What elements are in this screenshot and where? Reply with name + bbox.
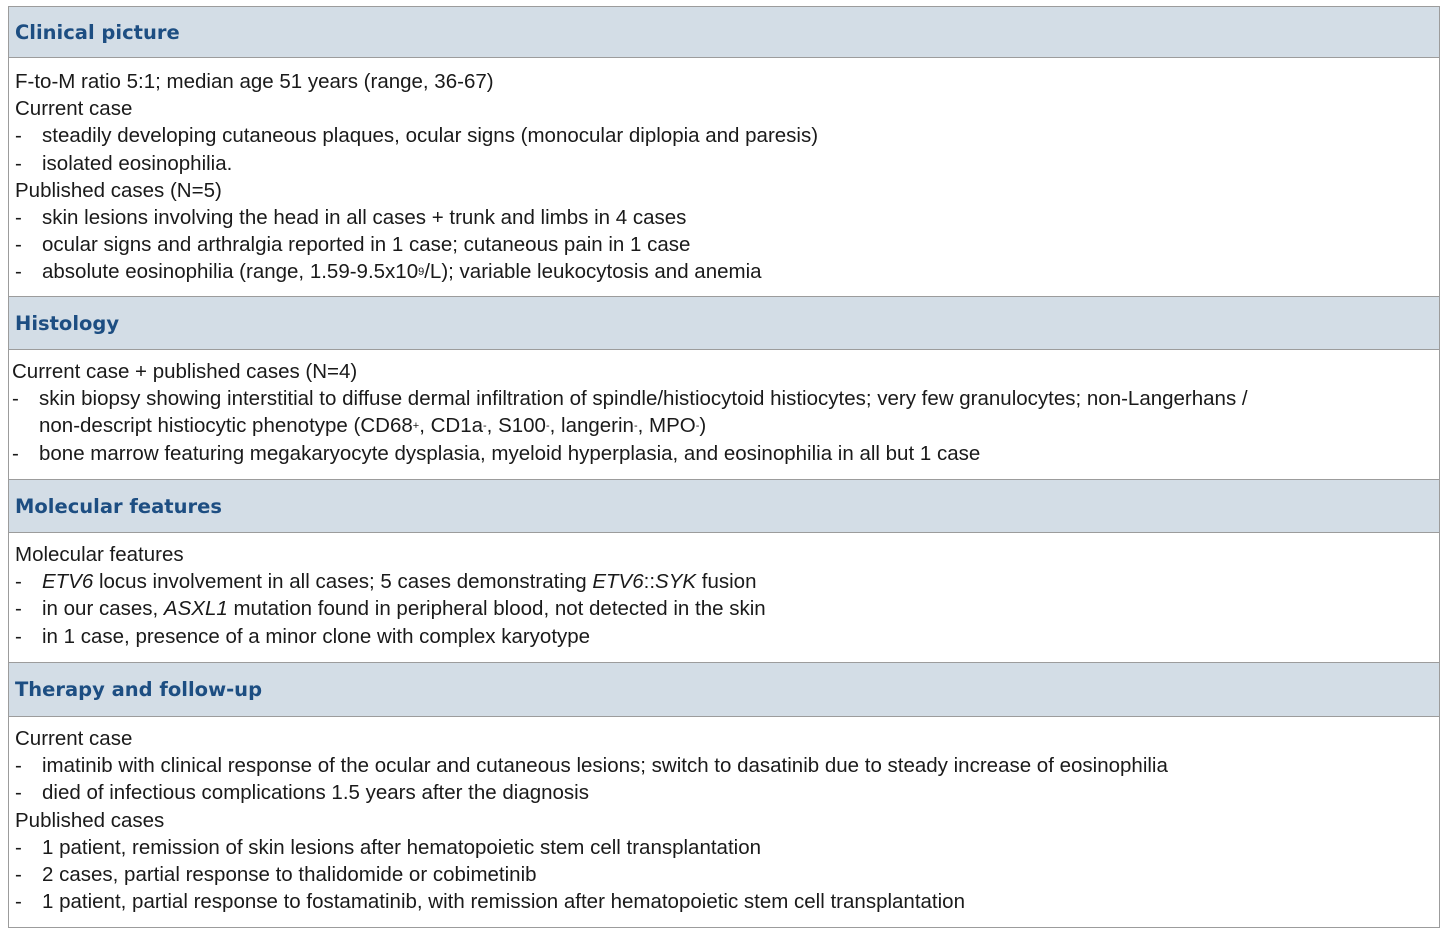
list-item: - skin biopsy showing interstitial to diffuse dermal infiltration of spindle/histiocytoid histiocytes; very few granulocytes; non-Langerhans / (12, 387, 1248, 411)
section-clinical-picture (9, 7, 1439, 297)
therapy-published-label: Published cases (15, 808, 165, 832)
section-body-molecular-features (9, 533, 1439, 650)
section-header-therapy-follow-up: Therapy and follow-up (9, 663, 1439, 717)
list-item: - isolated eosinophilia. (15, 151, 233, 175)
list-item: - in 1 case, presence of a minor clone with complex karyotype (15, 624, 591, 648)
list-item: - 2 cases, partial response to thalidomide or cobimetinib (15, 862, 537, 886)
list-item: - died of infectious complications 1.5 years after the diagnosis (15, 781, 589, 805)
molecular-intro: Molecular features (15, 543, 184, 566)
histology-intro: Current case + published cases (N=4) (12, 360, 358, 383)
section-therapy-follow-up (9, 663, 1439, 927)
therapy-current-label: Current case (15, 727, 133, 750)
clinical-current-label: Current case (15, 97, 133, 121)
section-header-molecular-features: Molecular features (9, 480, 1439, 533)
clinical-intro: F-to-M ratio 5:1; median age 51 years (range, 36-67) (15, 70, 494, 93)
section-body-therapy-follow-up (9, 717, 1439, 915)
list-item: - bone marrow featuring megakaryocyte dysplasia, myeloid hyperplasia, and eosinophilia in all but 1 case (12, 441, 981, 465)
section-header-clinical-picture: Clinical picture (9, 7, 1439, 58)
section-body-clinical-picture (9, 58, 1439, 286)
section-header-histology: Histology (9, 297, 1439, 350)
list-item: - in our cases, ASXL1 mutation found in peripheral blood, not detected in the skin (15, 597, 766, 621)
clinical-published-label: Published cases (N=5) (15, 178, 222, 202)
section-molecular-features (9, 480, 1439, 663)
section-body-histology (9, 350, 1439, 467)
list-item: - ETV6 locus involvement in all cases; 5 cases demonstrating ETV6::SYK fusion (15, 570, 757, 594)
list-item: - 1 patient, remission of skin lesions after hematopoietic stem cell transplantation (15, 835, 762, 859)
list-item-continuation: non-descript histiocytic phenotype (CD68+, CD1a-, S100-, langerin-, MPO-) (39, 414, 707, 438)
list-item: - skin lesions involving the head in all cases + trunk and limbs in 4 cases (15, 205, 687, 229)
list-item: - absolute eosinophilia (range, $1.59-9.5x10^9/L$); variable leukocytosis and anemia (15, 260, 762, 284)
section-histology (9, 297, 1439, 480)
list-item: - steadily developing cutaneous plaques, ocular signs (monocular diplopia and paresis) (15, 124, 819, 148)
list-item: - 1 patient, partial response to fostamatinib, with remission after hematopoietic stem cell transplantation (15, 890, 965, 914)
list-item: - ocular signs and arthralgia reported in 1 case; cutaneous pain in 1 case (15, 233, 691, 257)
summary-table (8, 6, 1440, 928)
list-item: - imatinib with clinical response of the ocular and cutaneous lesions; switch to dasatinib due to steady increase of eosinophilia (15, 754, 1168, 778)
